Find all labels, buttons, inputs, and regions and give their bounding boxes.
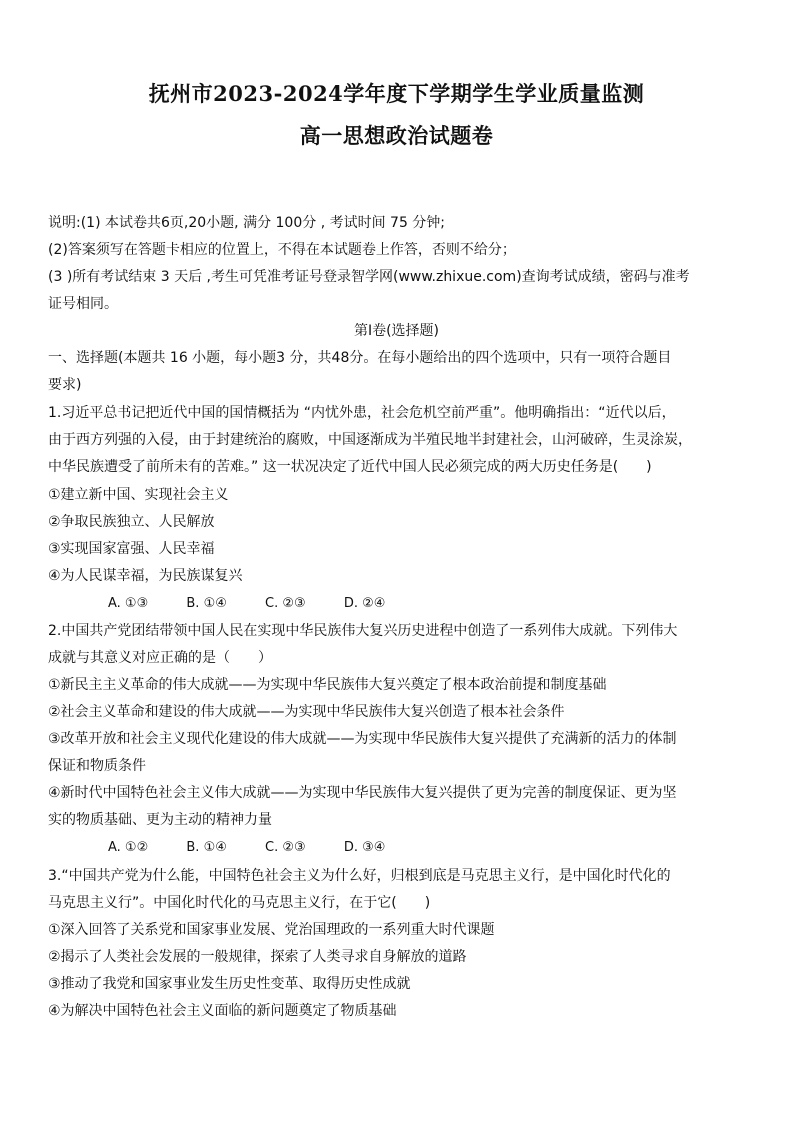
question-stem: 2.中国共产党团结带领中国人民在实现中华民族伟大复兴历史进程中创造了一系列伟大成就。下列伟大	[48, 623, 678, 639]
option-a[interactable]: A. ①②	[108, 840, 149, 855]
question-item: 实的物质基础、更为主动的精神力量	[48, 812, 272, 828]
option-d[interactable]: D. ②④	[343, 596, 386, 611]
question-item: ①建立新中国、实现社会主义	[48, 487, 229, 503]
question-item: ①新民主主义革命的伟大成就——为实现中华民族伟大复兴奠定了根本政治前提和制度基础	[48, 677, 607, 693]
question-item: ③推动了我党和国家事业发生历史性变革、取得历史性成就	[48, 976, 411, 992]
question-stem: 马克思主义行”。中国化时代化的马克思主义行，在于它( )	[48, 895, 431, 911]
question-item: ①深入回答了关系党和国家事业发展、党治国理政的一系列重大时代课题	[48, 922, 495, 938]
question-item: ④新时代中国特色社会主义伟大成就——为实现中华民族伟大复兴提供了更为完善的制度保证、更为坚	[48, 785, 677, 801]
option-c[interactable]: C. ②③	[265, 596, 306, 611]
option-a[interactable]: A. ①③	[108, 596, 149, 611]
question-item: 保证和物质条件	[48, 758, 146, 774]
section-description: 要求)	[48, 377, 82, 393]
option-b[interactable]: B. ①④	[186, 840, 227, 855]
instruction-line: 说明:(1) 本试卷共6页,20小题, 满分 100分 , 考试时间 75 分钟;	[48, 215, 446, 231]
question-item: ②揭示了人类社会发展的一般规律，探索了人类寻求自身解放的道路	[48, 949, 467, 965]
question-item: ④为解决中国特色社会主义面临的新问题奠定了物质基础	[48, 1003, 397, 1019]
question-stem: 中华民族遭受了前所未有的苦难。” 这一状况决定了近代中国人民必须完成的两大历史任务是( )	[48, 459, 652, 475]
question-item: ④为人民谋幸福，为民族谋复兴	[48, 568, 243, 584]
question-stem: 3.“中国共产党为什么能，中国特色社会主义为什么好，归根到底是马克思主义行，是中国化时代化的	[48, 868, 671, 884]
question-item: ②争取民族独立、人民解放	[48, 514, 215, 530]
question-item: ②社会主义革命和建设的伟大成就——为实现中华民族伟大复兴创造了根本社会条件	[48, 704, 565, 720]
instruction-line: (3 )所有考试结束 3 天后 ,考生可凭准考证号登录智学网(www.zhixue.com)查询考试成绩，密码与准考	[48, 269, 690, 285]
instruction-line: 证号相同。	[48, 296, 118, 312]
answer-options	[108, 595, 793, 613]
question-stem: 由于西方列强的入侵，由于封建统治的腐败，中国逐渐成为半殖民地半封建社会，山河破碎，生灵涂炭，	[48, 432, 692, 448]
question-stem: 1.习近平总书记把近代中国的国情概括为 “内忧外患，社会危机空前严重”。他明确指出：“近代以后，	[48, 405, 676, 421]
answer-options	[108, 839, 793, 857]
question-stem: 成就与其意义对应正确的是（ ）	[48, 650, 272, 666]
question-item: ③改革开放和社会主义现代化建设的伟大成就——为实现中华民族伟大复兴提供了充满新的活力的体制	[48, 731, 677, 747]
question-item: ③实现国家富强、人民幸福	[48, 541, 215, 557]
exam-subtitle: 高一思想政治试题卷	[299, 123, 494, 148]
section-description: 一、选择题(本题共 16 小题，每小题3 分，共48分。在每小题给出的四个选项中，只有一项符合题目	[48, 350, 672, 366]
option-b[interactable]: B. ①④	[186, 596, 227, 611]
option-c[interactable]: C. ②③	[265, 840, 306, 855]
exam-title: 抚州市2023-2024学年度下学期学生学业质量监测	[148, 81, 645, 106]
section-title: 第Ⅰ卷(选择题)	[353, 323, 440, 339]
instruction-line: (2)答案须写在答题卡相应的位置上，不得在本试题卷上作答，否则不给分；	[48, 242, 516, 258]
option-d[interactable]: D. ③④	[343, 840, 386, 855]
